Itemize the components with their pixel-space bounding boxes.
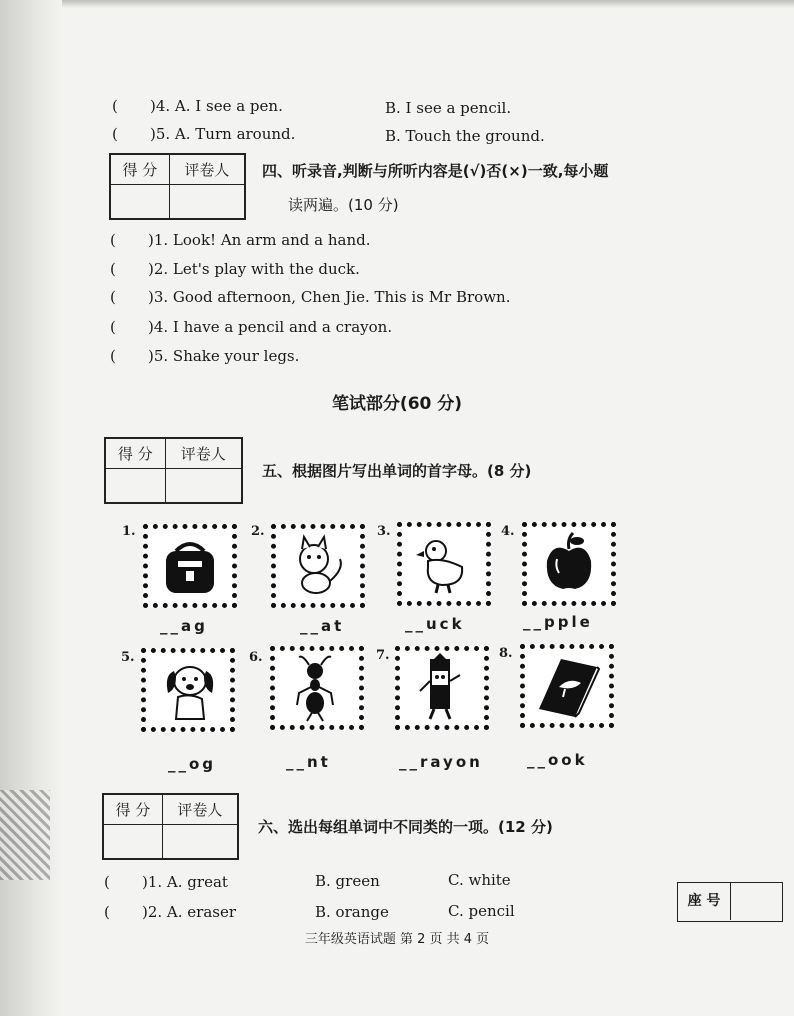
answer-paren[interactable]: ( bbox=[110, 231, 116, 249]
seat-number-label: 座 号 bbox=[678, 883, 731, 920]
ant-icon bbox=[275, 651, 359, 725]
book-icon bbox=[525, 649, 609, 723]
duck-icon bbox=[402, 527, 486, 601]
question-row: ( )1. Look! An arm and a hand. bbox=[110, 231, 371, 249]
score-cell[interactable] bbox=[105, 468, 165, 503]
option-c: C. pencil bbox=[448, 902, 515, 920]
score-table: 得 分 评卷人 bbox=[102, 793, 239, 860]
scan-noise bbox=[0, 790, 50, 880]
written-part-title: 笔试部分(60 分) bbox=[331, 394, 463, 414]
option-b: B. orange bbox=[315, 903, 389, 921]
option-b: B. I see a pencil. bbox=[385, 99, 512, 117]
picture-frame bbox=[522, 522, 616, 606]
answer-paren[interactable]: ( bbox=[110, 347, 116, 365]
grader-cell[interactable] bbox=[162, 824, 238, 859]
cat-icon bbox=[276, 529, 360, 603]
question-row: ( )1. A. great bbox=[104, 873, 228, 891]
question-row: ( )4. I have a pencil and a crayon. bbox=[110, 318, 393, 336]
picture-frame bbox=[143, 524, 237, 608]
answer-paren[interactable]: ( bbox=[104, 873, 110, 891]
exam-page: ( )4. A. I see a pen. B. I see a pencil. ( )5. A. Turn around. B. Touch the ground. 得 分 评卷人 四、听录音,判断与所听内容是(√)否(×)一致,每小题 读两遍。(10 分) ( )1. Look! An arm and a hand. ( )2. Let's play with the duck. ( )3. Good afternoon, Chen Jie. This is Mr Brown. ( )4. I have a pencil and a crayon. ( )5. Shake your legs. 笔试部分(60 分) 得 分 评卷人 五、根据图片写出单词的首字母。(8 分) 1. __ag 2. __at 3. __uck 4. __pple 5. __og 6. __nt 7. __rayon 8. __ook 得 分 评卷人 六、选出每组单词中不同类的一项。(12 分) ( )1. A. great B. green C. white ( )2. A. eraser B. orange C. pencil 座 号 三年级英语试题 第 2 页 共 4 页 bbox=[0, 0, 794, 1016]
question-row: ( )4. A. I see a pen. bbox=[112, 97, 283, 115]
question-row: ( )5. Shake your legs. bbox=[110, 347, 300, 365]
apple-icon bbox=[527, 527, 611, 601]
picture-frame bbox=[397, 522, 491, 606]
answer-paren[interactable]: ( bbox=[110, 288, 116, 306]
picture-frame bbox=[395, 646, 489, 730]
question-row: ( )2. Let's play with the duck. bbox=[110, 260, 360, 278]
option-c: C. white bbox=[448, 871, 511, 889]
picture-frame bbox=[141, 648, 235, 732]
crayon-icon bbox=[400, 651, 484, 725]
question-row: ( )2. A. eraser bbox=[104, 903, 237, 921]
grader-cell[interactable] bbox=[165, 468, 242, 503]
answer-paren[interactable]: ( bbox=[112, 125, 118, 143]
grader-cell[interactable] bbox=[169, 184, 245, 219]
section4-heading: 四、听录音,判断与所听内容是(√)否(×)一致,每小题 bbox=[262, 162, 609, 180]
option-b: B. green bbox=[315, 872, 380, 890]
bag-icon bbox=[148, 529, 232, 603]
section5-heading: 五、根据图片写出单词的首字母。(8 分) bbox=[262, 462, 532, 480]
picture-frame bbox=[271, 524, 365, 608]
score-cell[interactable] bbox=[103, 824, 162, 859]
score-table: 得 分 评卷人 bbox=[104, 437, 243, 504]
score-table: 得 分 评卷人 bbox=[109, 153, 246, 220]
section4-heading-cont: 读两遍。(10 分) bbox=[288, 196, 399, 214]
question-row: ( )5. A. Turn around. bbox=[112, 125, 296, 143]
dog-icon bbox=[146, 653, 230, 727]
page-footer: 三年级英语试题 第 2 页 共 4 页 bbox=[304, 932, 490, 947]
answer-paren[interactable]: ( bbox=[110, 260, 116, 278]
answer-paren[interactable]: ( bbox=[104, 903, 110, 921]
question-row: ( )3. Good afternoon, Chen Jie. This is Mr Brown. bbox=[110, 288, 511, 306]
picture-frame bbox=[520, 644, 614, 728]
answer-paren[interactable]: ( bbox=[110, 318, 116, 336]
score-cell[interactable] bbox=[110, 184, 169, 219]
picture-frame bbox=[270, 646, 364, 730]
scan-top-edge bbox=[0, 0, 794, 8]
seat-number-box bbox=[677, 882, 783, 922]
section6-heading: 六、选出每组单词中不同类的一项。(12 分) bbox=[258, 818, 553, 836]
option-b: B. Touch the ground. bbox=[385, 127, 545, 145]
answer-paren[interactable]: ( bbox=[112, 97, 118, 115]
